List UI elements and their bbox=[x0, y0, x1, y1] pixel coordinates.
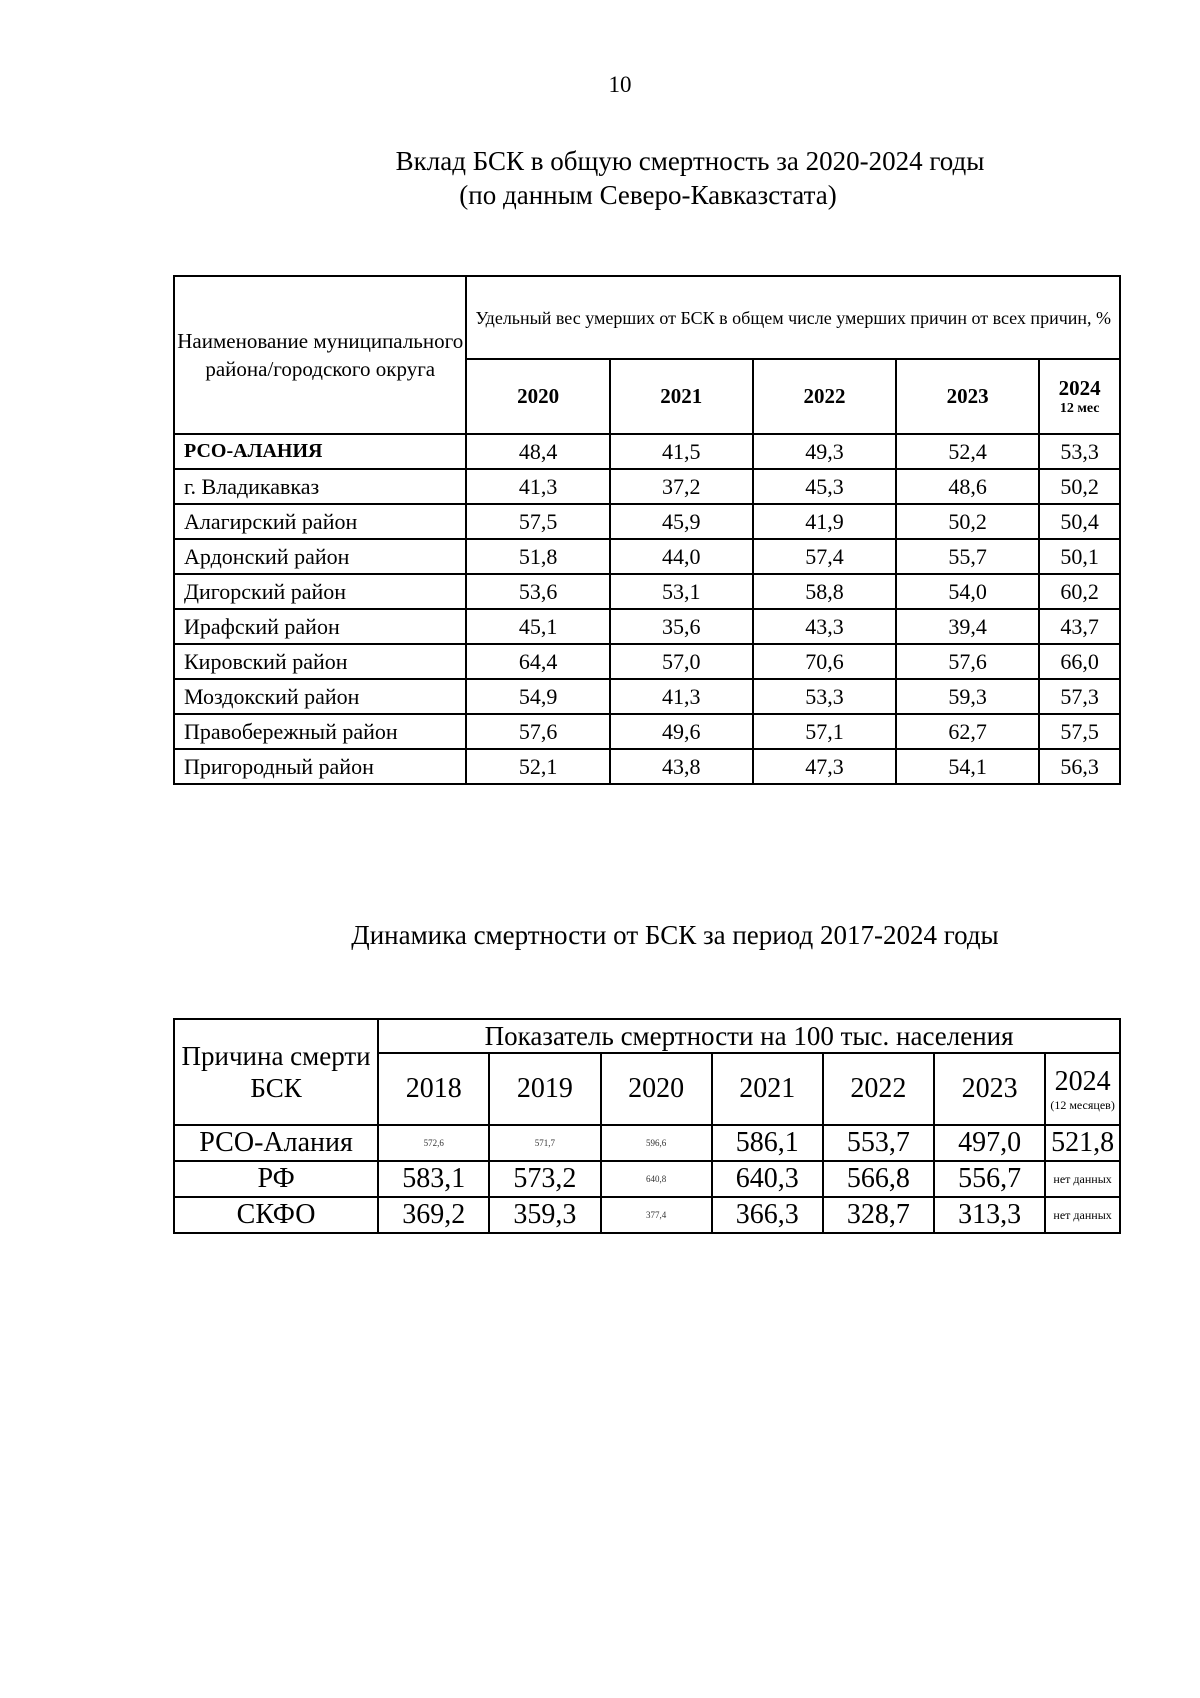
rate-value: 313,3 bbox=[934, 1197, 1045, 1233]
table1-title-line1: Вклад БСК в общую смертность за 2020-2024 годы bbox=[395, 146, 985, 176]
rate-value: 328,7 bbox=[823, 1197, 934, 1233]
table-row bbox=[174, 609, 1120, 644]
municipality-name: Алагирский район bbox=[174, 504, 466, 539]
share-value: 41,9 bbox=[753, 504, 896, 539]
year-header: 2021 bbox=[712, 1053, 823, 1125]
share-value: 45,1 bbox=[466, 609, 609, 644]
rate-value: 369,2 bbox=[378, 1197, 489, 1233]
table-row bbox=[174, 749, 1120, 784]
share-value: 45,9 bbox=[610, 504, 753, 539]
share-table-body bbox=[174, 434, 1120, 784]
rate-value: 497,0 bbox=[934, 1125, 1045, 1161]
rate-value: нет данных bbox=[1045, 1197, 1120, 1233]
share-value: 50,2 bbox=[896, 504, 1039, 539]
rate-value: 359,3 bbox=[489, 1197, 600, 1233]
year-header-2024 bbox=[1045, 1053, 1120, 1125]
municipality-name: Правобережный район bbox=[174, 714, 466, 749]
share-value: 53,1 bbox=[610, 574, 753, 609]
share-value: 54,9 bbox=[466, 679, 609, 714]
rate-value: 640,8 bbox=[601, 1161, 712, 1197]
share-value: 57,6 bbox=[896, 644, 1039, 679]
share-value: 43,7 bbox=[1039, 609, 1120, 644]
year-header: 2022 bbox=[753, 359, 896, 434]
table-row bbox=[174, 539, 1120, 574]
share-value: 57,4 bbox=[753, 539, 896, 574]
share-value: 43,3 bbox=[753, 609, 896, 644]
table-row bbox=[174, 469, 1120, 504]
share-value: 53,6 bbox=[466, 574, 609, 609]
year-header: 2023 bbox=[934, 1053, 1045, 1125]
table-row bbox=[174, 1161, 1120, 1197]
region-name: РФ bbox=[174, 1161, 378, 1197]
rate-value: 572,6 bbox=[378, 1125, 489, 1161]
year-header: 2018 bbox=[378, 1053, 489, 1125]
share-value: 48,6 bbox=[896, 469, 1039, 504]
share-value: 57,6 bbox=[466, 714, 609, 749]
share-value: 70,6 bbox=[753, 644, 896, 679]
rate-value: 596,6 bbox=[601, 1125, 712, 1161]
rate-value: 640,3 bbox=[712, 1161, 823, 1197]
share-value: 49,6 bbox=[610, 714, 753, 749]
region-name: СКФО bbox=[174, 1197, 378, 1233]
share-value: 57,5 bbox=[1039, 714, 1120, 749]
rate-value: 583,1 bbox=[378, 1161, 489, 1197]
share-value: 52,1 bbox=[466, 749, 609, 784]
table1-title-line2: (по данным Северо-Кавказстата) bbox=[459, 180, 837, 210]
year-header: 2023 bbox=[896, 359, 1039, 434]
rate-value: 586,1 bbox=[712, 1125, 823, 1161]
cause-header: Причина смерти БСК bbox=[174, 1019, 378, 1125]
share-value: 50,2 bbox=[1039, 469, 1120, 504]
table2-title: Динамика смертности от БСК за период 2017-2024 годы bbox=[351, 920, 999, 950]
table1-title bbox=[0, 144, 1200, 212]
rate-value: 366,3 bbox=[712, 1197, 823, 1233]
share-value: 41,5 bbox=[610, 434, 753, 469]
table-row bbox=[174, 574, 1120, 609]
share-value: 41,3 bbox=[466, 469, 609, 504]
share-value: 57,3 bbox=[1039, 679, 1120, 714]
table-row bbox=[174, 714, 1120, 749]
year-header: 2022 bbox=[823, 1053, 934, 1125]
municipality-name: Пригородный район bbox=[174, 749, 466, 784]
share-value: 57,5 bbox=[466, 504, 609, 539]
share-value: 50,1 bbox=[1039, 539, 1120, 574]
share-value: 48,4 bbox=[466, 434, 609, 469]
share-value: 62,7 bbox=[896, 714, 1039, 749]
region-name: РСО-Алания bbox=[174, 1125, 378, 1161]
year-label: 2024 bbox=[1058, 376, 1101, 401]
municipality-header: Наименование муниципального района/городского округа bbox=[174, 276, 466, 434]
table-row bbox=[174, 434, 1120, 469]
share-value: 53,3 bbox=[753, 679, 896, 714]
table-row bbox=[174, 679, 1120, 714]
municipality-name: Моздокский район bbox=[174, 679, 466, 714]
share-group-header: Удельный вес умерших от БСК в общем числе умерших причин от всех причин, % bbox=[466, 276, 1120, 359]
share-value: 44,0 bbox=[610, 539, 753, 574]
table-row bbox=[174, 1197, 1120, 1233]
share-value: 53,3 bbox=[1039, 434, 1120, 469]
share-value: 59,3 bbox=[896, 679, 1039, 714]
period-note: 12 мес bbox=[1059, 401, 1100, 417]
rate-value: 556,7 bbox=[934, 1161, 1045, 1197]
rate-value: 521,8 bbox=[1045, 1125, 1120, 1161]
share-value: 50,4 bbox=[1039, 504, 1120, 539]
page-number: 10 bbox=[608, 72, 632, 97]
share-of-deaths-table bbox=[173, 275, 1121, 785]
share-value: 66,0 bbox=[1039, 644, 1120, 679]
year-label: 2024 bbox=[1054, 1066, 1111, 1097]
share-value: 54,1 bbox=[896, 749, 1039, 784]
municipality-name: РСО-АЛАНИЯ bbox=[174, 434, 466, 469]
share-value: 55,7 bbox=[896, 539, 1039, 574]
share-value: 49,3 bbox=[753, 434, 896, 469]
share-value: 52,4 bbox=[896, 434, 1039, 469]
year-header: 2020 bbox=[601, 1053, 712, 1125]
share-value: 58,8 bbox=[753, 574, 896, 609]
share-value: 64,4 bbox=[466, 644, 609, 679]
share-value: 51,8 bbox=[466, 539, 609, 574]
share-value: 37,2 bbox=[610, 469, 753, 504]
municipality-name: Ардонский район bbox=[174, 539, 466, 574]
table-row bbox=[174, 644, 1120, 679]
municipality-name: г. Владикавказ bbox=[174, 469, 466, 504]
year-header: 2020 bbox=[466, 359, 609, 434]
year-header: 2021 bbox=[610, 359, 753, 434]
municipality-name: Дигорский район bbox=[174, 574, 466, 609]
rate-value: 566,8 bbox=[823, 1161, 934, 1197]
share-value: 41,3 bbox=[610, 679, 753, 714]
share-value: 39,4 bbox=[896, 609, 1039, 644]
table-row bbox=[174, 504, 1120, 539]
table-row bbox=[174, 1125, 1120, 1161]
rate-value: 573,2 bbox=[489, 1161, 600, 1197]
year-header-2024 bbox=[1039, 359, 1120, 434]
share-value: 57,0 bbox=[610, 644, 753, 679]
rate-value: 571,7 bbox=[489, 1125, 600, 1161]
share-value: 43,8 bbox=[610, 749, 753, 784]
share-value: 56,3 bbox=[1039, 749, 1120, 784]
municipality-name: Ирафский район bbox=[174, 609, 466, 644]
year-header: 2019 bbox=[489, 1053, 600, 1125]
rate-group-header: Показатель смертности на 100 тыс. населения bbox=[378, 1019, 1120, 1053]
municipality-name: Кировский район bbox=[174, 644, 466, 679]
rate-value: нет данных bbox=[1045, 1161, 1120, 1197]
share-value: 54,0 bbox=[896, 574, 1039, 609]
share-value: 47,3 bbox=[753, 749, 896, 784]
share-value: 60,2 bbox=[1039, 574, 1120, 609]
mortality-rate-table bbox=[173, 1018, 1121, 1234]
share-value: 35,6 bbox=[610, 609, 753, 644]
share-value: 57,1 bbox=[753, 714, 896, 749]
rate-value: 553,7 bbox=[823, 1125, 934, 1161]
rate-value: 377,4 bbox=[601, 1197, 712, 1233]
period-note: (12 месяцев) bbox=[1050, 1098, 1115, 1112]
share-value: 45,3 bbox=[753, 469, 896, 504]
rate-table-body bbox=[174, 1125, 1120, 1233]
